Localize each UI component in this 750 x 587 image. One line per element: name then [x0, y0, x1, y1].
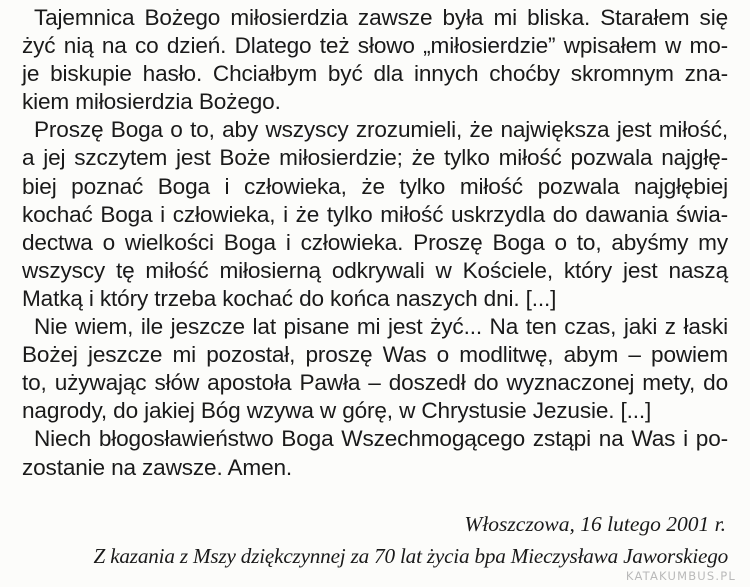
- watermark: KATAKUMBUS.PL: [625, 569, 736, 583]
- text-line: Bożej jeszcze mi pozostał, proszę Was o modlitwę, abym – powiem: [22, 342, 728, 368]
- place-date: Włoszczowa, 16 lutego 2001 r.: [464, 512, 726, 536]
- sermon-text: [22, 4, 728, 482]
- text-line: Tajemnica Bożego miłosierdzia zawsze była mi bliska. Starałem się: [34, 5, 728, 30]
- text-line: Proszę Boga o to, aby wszyscy zrozumieli, że największa jest miłość,: [34, 117, 728, 143]
- text-line: zostanie na zawsze. Amen.: [22, 454, 293, 480]
- text-line: żyć nią na co dzień. Dlatego też słowo „miłosierdzie” wpisałem w mo-: [22, 33, 728, 59]
- source-citation: Z kazania z Mszy dziękczynnej za 70 lat życia bpa Mieczysława Jaworskiego: [93, 544, 728, 568]
- text-line: kiem miłosierdzia Bożego.: [22, 89, 281, 115]
- text-line: kochać Boga i człowieka, i że tylko miłość uskrzydla do dawania świa-: [22, 201, 728, 227]
- text-line: Niech błogosławieństwo Boga Wszechmogącego zstąpi na Was i po-: [34, 426, 728, 452]
- text-line: je biskupie hasło. Chciałbym być dla innych choćby skromnym zna-: [22, 61, 728, 87]
- text-line: dectwa o wielkości Boga i człowieka. Proszę Boga o to, abyśmy my: [22, 229, 728, 255]
- text-line: Nie wiem, ile jeszcze lat pisane mi jest żyć... Na ten czas, jaki z łaski: [34, 314, 728, 340]
- text-line: to, używając słów apostoła Pawła – doszedł do wyznaczonej mety, do: [22, 370, 728, 396]
- text-line: a jej szczytem jest Boże miłosierdzie; że tylko miłość pozwala najgłę-: [22, 145, 728, 171]
- text-line: Matką i który trzeba kochać do końca naszych dni. [...]: [22, 285, 557, 311]
- text-line: wszyscy tę miłość miłosierną odkrywali w Kościele, który jest naszą: [22, 257, 728, 283]
- text-line: biej poznać Boga i człowieka, że tylko miłość pozwala najgłębiej: [22, 173, 728, 199]
- text-line: nagrody, do jakiej Bóg wzywa w górę, w Chrystusie Jezusie. [...]: [22, 398, 652, 424]
